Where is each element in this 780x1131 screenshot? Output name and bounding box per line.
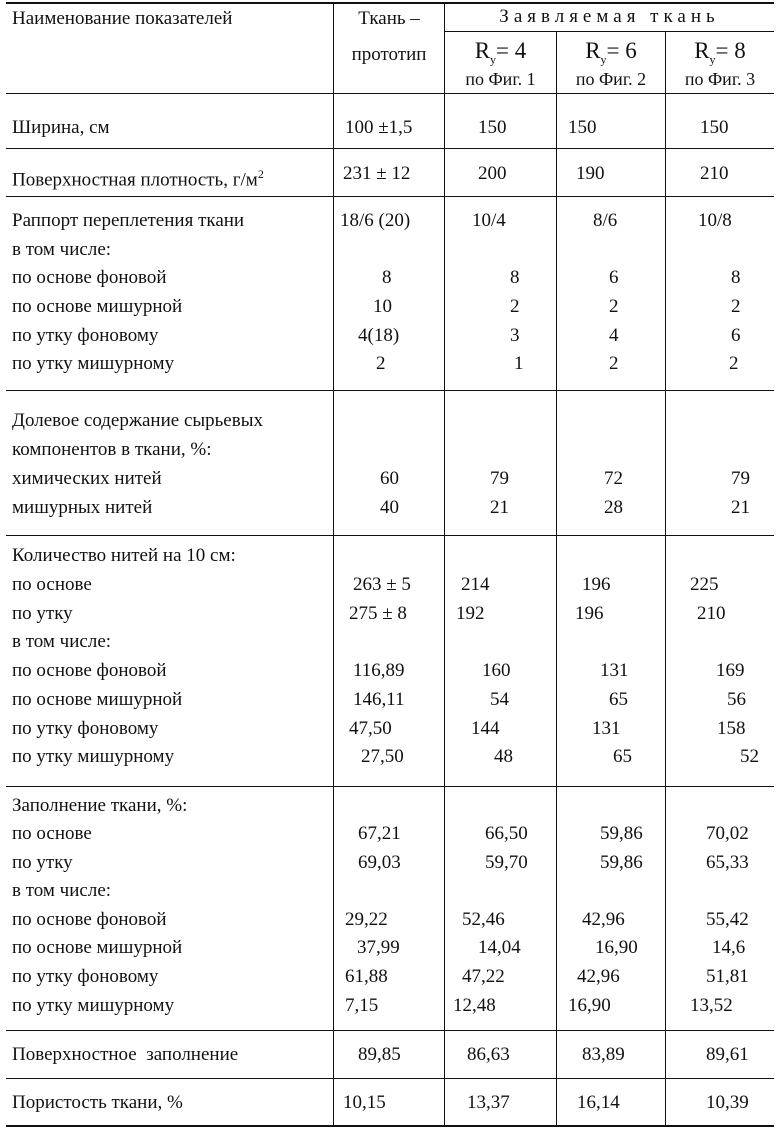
cell-count-warp-bg-p: 116,89 bbox=[353, 660, 405, 681]
cell-fill-weft-bg-f3: 51,81 bbox=[706, 966, 749, 987]
cell-fill-warp-bg-f1: 52,46 bbox=[462, 909, 505, 930]
row-label-repeat-weft-tinsel: по утку мишурному bbox=[12, 353, 175, 374]
row-label-weave-repeat: Раппорт переплетения ткани bbox=[12, 210, 245, 231]
cell-count-warp-tinsel-f2: 65 bbox=[609, 689, 628, 710]
header-ry-1: $R_y= 4$ bbox=[474, 38, 527, 67]
cell-count-warp-f1: 214 bbox=[461, 574, 490, 595]
cell-repeat-weft-bg-p: 4(18) bbox=[358, 325, 400, 346]
cell-fill-weft-tinsel-f1: 12,48 bbox=[453, 995, 496, 1016]
cell-repeat-prototype: 18/6 (20) bbox=[340, 210, 411, 231]
cell-count-weft-tinsel-f1: 48 bbox=[494, 746, 513, 767]
rule-6 bbox=[6, 1030, 774, 1031]
row-label-share-line1: Долевое содержание сырьевых bbox=[12, 410, 263, 431]
row-label-count-including: в том числе: bbox=[12, 631, 112, 652]
cell-fill-warp-bg-f2: 42,96 bbox=[582, 909, 625, 930]
cell-count-warp-bg-f1: 160 bbox=[482, 660, 511, 681]
cell-chemical-f2: 72 bbox=[604, 468, 623, 489]
rule-top bbox=[6, 2, 774, 4]
rule-5 bbox=[6, 786, 774, 787]
row-label-fill-warp-tinsel: по основе мишурной bbox=[12, 937, 183, 958]
row-label-surface-density: Поверхностная плотность, $г/м^2$ bbox=[12, 167, 264, 191]
row-label-tinsel-threads: мишурных нитей bbox=[12, 497, 153, 518]
cell-repeat-weft-bg-f3: 6 bbox=[731, 325, 741, 346]
cell-width-prototype: 100 ±1,5 bbox=[345, 117, 413, 138]
row-label-chemical-threads: химических нитей bbox=[12, 468, 162, 489]
header-fig-3: по Фиг. 3 bbox=[684, 69, 756, 89]
cell-repeat-warp-tinsel-f2: 2 bbox=[609, 296, 619, 317]
cell-count-warp-bg-f3: 169 bbox=[716, 660, 745, 681]
rule-group bbox=[444, 31, 774, 32]
cell-repeat-weft-tinsel-f2: 2 bbox=[609, 353, 619, 374]
row-label-count-warp-bg: по основе фоновой bbox=[12, 660, 167, 681]
cell-count-weft-bg-f2: 131 bbox=[592, 718, 621, 739]
row-label-thread-count: Количество нитей на 10 см: bbox=[12, 545, 236, 566]
cell-density-prototype: 231 ± 12 bbox=[343, 163, 411, 184]
cell-fill-warp-tinsel-p: 37,99 bbox=[357, 937, 400, 958]
cell-tinsel-f2: 28 bbox=[604, 497, 623, 518]
cell-fill-weft-f1: 59,70 bbox=[485, 852, 528, 873]
cell-porosity-p: 10,15 bbox=[343, 1092, 386, 1113]
cell-repeat-warp-tinsel-f3: 2 bbox=[731, 296, 741, 317]
cell-count-weft-tinsel-p: 27,50 bbox=[361, 746, 404, 767]
header-ry-2: $R_y= 6$ bbox=[585, 38, 637, 67]
cell-repeat-weft-tinsel-p: 2 bbox=[376, 353, 386, 374]
rule-7 bbox=[6, 1078, 774, 1079]
vrule-4 bbox=[665, 31, 666, 1127]
rule-4 bbox=[6, 535, 774, 536]
cell-count-weft-bg-f1: 144 bbox=[471, 718, 500, 739]
cell-count-warp-tinsel-f1: 54 bbox=[490, 689, 509, 710]
header-fig-1: по Фиг. 1 bbox=[465, 69, 536, 89]
cell-fill-weft-bg-f2: 42,96 bbox=[577, 966, 620, 987]
cell-porosity-f2: 16,14 bbox=[577, 1092, 620, 1113]
rule-2 bbox=[6, 196, 774, 197]
row-label-repeat-warp-bg: по основе фоновой bbox=[12, 267, 167, 288]
vrule-2 bbox=[444, 2, 445, 1127]
row-label-including: в том числе: bbox=[12, 239, 112, 260]
cell-fill-warp-bg-f3: 55,42 bbox=[706, 909, 749, 930]
row-label-fill-warp-bg: по основе фоновой bbox=[12, 909, 167, 930]
cell-chemical-f1: 79 bbox=[490, 468, 509, 489]
cell-width-f2: 150 bbox=[568, 117, 597, 138]
header-prototype-line1: Ткань – bbox=[358, 8, 420, 29]
cell-surface-fill-f2: 83,89 bbox=[582, 1044, 625, 1065]
row-label-repeat-weft-bg: по утку фоновому bbox=[12, 325, 159, 346]
header-ry-3: $R_y= 8$ bbox=[694, 38, 746, 67]
cell-fill-warp-tinsel-f3: 14,6 bbox=[712, 937, 746, 958]
cell-repeat-weft-bg-f2: 4 bbox=[609, 325, 619, 346]
cell-count-weft-p: 275 ± 8 bbox=[349, 603, 407, 624]
cell-count-warp-tinsel-f3: 56 bbox=[727, 689, 746, 710]
cell-surface-fill-f3: 89,61 bbox=[706, 1044, 749, 1065]
cell-fill-weft-f2: 59,86 bbox=[600, 852, 643, 873]
header-indicator-name: Наименование показателей bbox=[12, 8, 233, 29]
cell-repeat-warp-tinsel-p: 10 bbox=[373, 296, 392, 317]
cell-count-weft-tinsel-f3: 52 bbox=[740, 746, 759, 767]
row-label-porosity: Пористость ткани, % bbox=[12, 1092, 183, 1113]
cell-count-weft-f1: 192 bbox=[456, 603, 485, 624]
cell-count-warp-f3: 225 bbox=[690, 574, 719, 595]
cell-repeat-weft-bg-f1: 3 bbox=[510, 325, 520, 346]
cell-fill-weft-bg-p: 61,88 bbox=[345, 966, 388, 987]
cell-repeat-f2: 8/6 bbox=[593, 210, 618, 231]
cell-fill-weft-tinsel-f2: 16,90 bbox=[568, 995, 611, 1016]
rule-1 bbox=[6, 148, 774, 149]
cell-repeat-warp-tinsel-f1: 2 bbox=[510, 296, 520, 317]
cell-repeat-weft-tinsel-f1: 1 bbox=[514, 353, 524, 374]
header-fig-2: по Фиг. 2 bbox=[575, 69, 647, 89]
row-label-fill-weft: по утку bbox=[12, 852, 73, 873]
cell-density-f2: 190 bbox=[576, 163, 605, 184]
row-label-surface-fill: Поверхностное заполнение bbox=[12, 1044, 239, 1065]
cell-fill-warp-f1: 66,50 bbox=[485, 823, 528, 844]
cell-surface-fill-p: 89,85 bbox=[358, 1044, 401, 1065]
cell-chemical-f3: 79 bbox=[731, 468, 750, 489]
cell-repeat-warp-bg-f3: 8 bbox=[731, 267, 741, 288]
rule-3 bbox=[6, 390, 774, 391]
row-label-repeat-warp-tinsel: по основе мишурной bbox=[12, 296, 183, 317]
cell-fill-weft-p: 69,03 bbox=[358, 852, 401, 873]
cell-count-warp-bg-f2: 131 bbox=[600, 660, 629, 681]
cell-width-f1: 150 bbox=[478, 117, 507, 138]
cell-count-warp-p: 263 ± 5 bbox=[353, 574, 411, 595]
cell-count-weft-bg-f3: 158 bbox=[717, 718, 746, 739]
cell-tinsel-f3: 21 bbox=[731, 497, 750, 518]
cell-width-f3: 150 bbox=[700, 117, 729, 138]
cell-density-f3: 210 bbox=[700, 163, 729, 184]
cell-repeat-warp-bg-p: 8 bbox=[382, 267, 392, 288]
cell-density-f1: 200 bbox=[478, 163, 507, 184]
row-label-count-weft-bg: по утку фоновому bbox=[12, 718, 159, 739]
row-label-fabric-fill: Заполнение ткани, %: bbox=[12, 795, 188, 816]
cell-count-weft-bg-p: 47,50 bbox=[349, 718, 392, 739]
rule-bottom bbox=[6, 1125, 774, 1127]
cell-repeat-warp-bg-f1: 8 bbox=[510, 267, 520, 288]
cell-tinsel-f1: 21 bbox=[490, 497, 509, 518]
row-label-fill-weft-bg: по утку фоновому bbox=[12, 966, 159, 987]
cell-fill-weft-tinsel-f3: 13,52 bbox=[690, 995, 733, 1016]
cell-repeat-weft-tinsel-f3: 2 bbox=[729, 353, 739, 374]
rule-header-bottom bbox=[6, 93, 774, 94]
cell-count-warp-tinsel-p: 146,11 bbox=[353, 689, 405, 710]
cell-chemical-p: 60 bbox=[380, 468, 399, 489]
cell-repeat-f1: 10/4 bbox=[472, 210, 506, 231]
row-label-count-weft: по утку bbox=[12, 603, 73, 624]
cell-count-weft-f3: 210 bbox=[697, 603, 726, 624]
cell-repeat-f3: 10/8 bbox=[698, 210, 732, 231]
cell-repeat-warp-bg-f2: 6 bbox=[609, 267, 619, 288]
row-label-count-warp: по основе bbox=[12, 574, 92, 595]
row-label-fill-warp: по основе bbox=[12, 823, 92, 844]
cell-count-warp-f2: 196 bbox=[582, 574, 611, 595]
cell-surface-fill-f1: 86,63 bbox=[467, 1044, 510, 1065]
row-label-count-warp-tinsel: по основе мишурной bbox=[12, 689, 183, 710]
row-label-fill-including: в том числе: bbox=[12, 880, 112, 901]
cell-fill-warp-f3: 70,02 bbox=[706, 823, 749, 844]
cell-porosity-f3: 10,39 bbox=[706, 1092, 749, 1113]
vrule-1 bbox=[333, 2, 334, 1127]
header-claimed-fabric: Заявляемая ткань bbox=[499, 6, 720, 27]
header-prototype-line2: прототип bbox=[351, 44, 427, 65]
cell-fill-warp-tinsel-f1: 14,04 bbox=[478, 937, 521, 958]
cell-tinsel-p: 40 bbox=[380, 497, 399, 518]
row-label-count-weft-tinsel: по утку мишурному bbox=[12, 746, 175, 767]
row-label-share-line2: компонентов в ткани, %: bbox=[12, 439, 212, 460]
cell-fill-weft-bg-f1: 47,22 bbox=[462, 966, 505, 987]
vrule-3 bbox=[556, 31, 557, 1127]
row-label-width: Ширина, см bbox=[12, 117, 110, 138]
row-label-fill-weft-tinsel: по утку мишурному bbox=[12, 995, 175, 1016]
cell-fill-warp-f2: 59,86 bbox=[600, 823, 643, 844]
cell-count-weft-tinsel-f2: 65 bbox=[613, 746, 632, 767]
cell-fill-warp-bg-p: 29,22 bbox=[345, 909, 388, 930]
cell-porosity-f1: 13,37 bbox=[467, 1092, 510, 1113]
cell-fill-weft-f3: 65,33 bbox=[706, 852, 749, 873]
cell-fill-warp-p: 67,21 bbox=[358, 823, 401, 844]
cell-fill-weft-tinsel-p: 7,15 bbox=[345, 995, 379, 1016]
cell-count-weft-f2: 196 bbox=[575, 603, 604, 624]
cell-fill-warp-tinsel-f2: 16,90 bbox=[595, 937, 638, 958]
